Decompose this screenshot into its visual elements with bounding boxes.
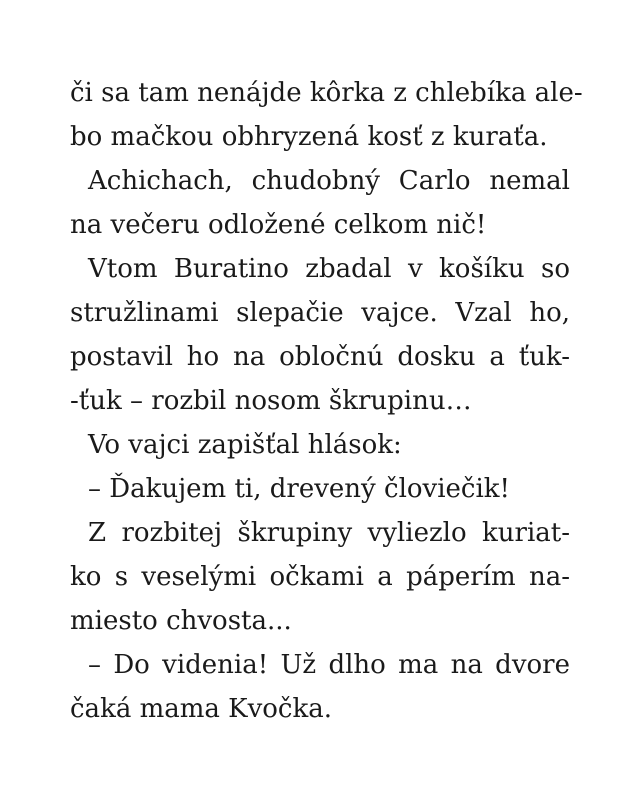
- text-line-11: Z rozbitej škrupiny vyliezlo kuriat-: [88, 518, 570, 548]
- text-line-13: miesto chvosta...: [70, 606, 292, 636]
- text-line-9: Vo vajci zapišťal hlások:: [88, 430, 402, 460]
- text-line-8: -ťuk – rozbil nosom škrupinu…: [70, 386, 472, 416]
- text-line-6: stružlinami slepačie vajce. Vzal ho,: [70, 298, 570, 328]
- text-line-14: – Do videnia! Už dlho ma na dvore: [88, 650, 570, 680]
- text-line-4: na večeru odložené celkom nič!: [70, 210, 487, 240]
- text-line-10: – Ďakujem ti, drevený človiečik!: [88, 474, 511, 504]
- text-line-1: či sa tam nenájde kôrka z chlebíka ale-: [70, 78, 583, 108]
- text-line-2: bo mačkou obhryzená kosť z kuraťa.: [70, 122, 548, 152]
- text-line-5: Vtom Buratino zbadal v košíku so: [88, 254, 570, 284]
- text-line-15: čaká mama Kvočka.: [70, 694, 333, 724]
- text-line-3: Achichach, chudobný Carlo nemal: [88, 166, 570, 196]
- text-line-7: postavil ho na obločnú dosku a ťuk-: [70, 342, 570, 372]
- text-line-12: ko s veselými očkami a páperím na-: [70, 562, 570, 592]
